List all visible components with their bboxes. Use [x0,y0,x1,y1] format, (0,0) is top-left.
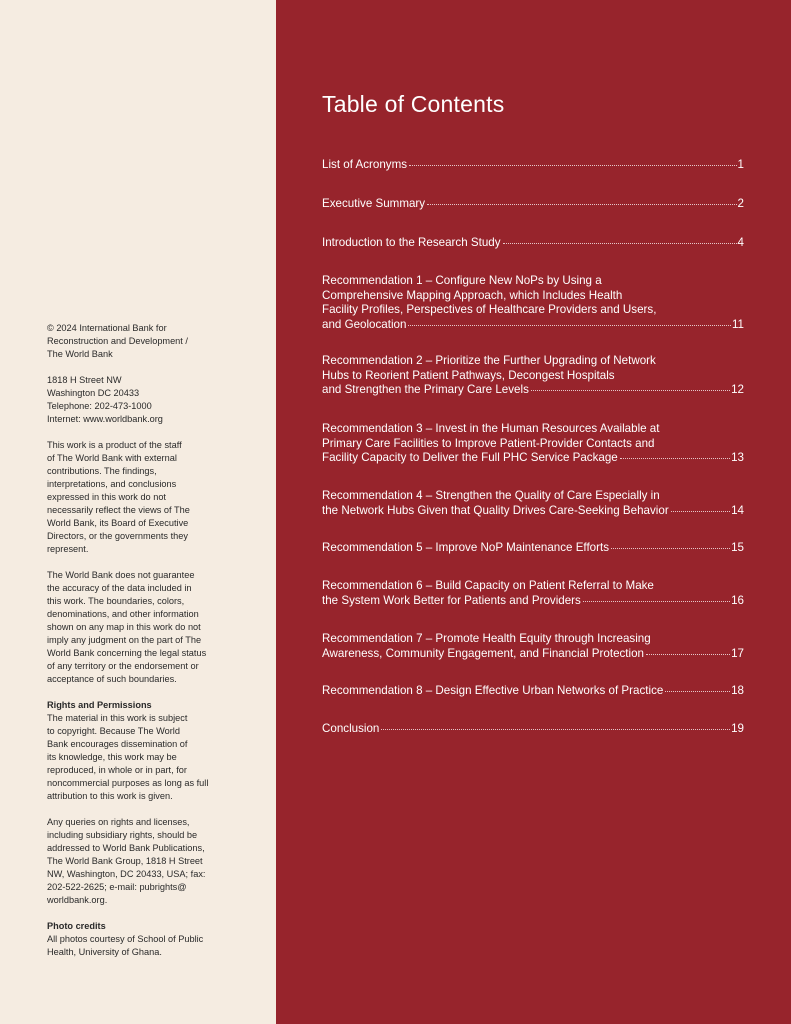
toc-page-number: 14 [731,503,744,517]
toc-entry-text: Recommendation 1 – Configure New NoPs by Using a [322,274,602,287]
copyright-notice: © 2024 International Bank for Reconstruction and Development / The World Bank [47,323,188,359]
toc-entry-line [322,369,744,384]
toc-entry-text: Recommendation 2 – Prioritize the Further Upgrading of Network [322,354,656,367]
toc-entry-line [322,647,744,662]
toc-entry[interactable] [322,354,744,398]
toc-entry-line [322,632,744,647]
toc-entry-text: Recommendation 6 – Build Capacity on Patient Referral to Make [322,579,654,592]
queries-text: Any queries on rights and licenses, including subsidiary rights, should be addressed to World Bank Publications, The World Bank Group, 1818 H Street NW, Washington, DC 20433, USA; fax: 202-522-2625; e-mail: pubrights@ worldbank.org. [47,817,206,905]
toc-entry-text: Awareness, Community Engagement, and Financial Protection [322,646,645,660]
toc-entry-line [322,504,744,519]
toc-entry[interactable] [322,684,744,699]
rights-text: The material in this work is subject to copyright. Because The World Bank encourages dissemination of its knowledge, this work may be reproduced, in whole or in part, for noncommercial purposes as long as full attribution to this work is given. [47,713,209,801]
toc-page-number: 16 [731,593,744,607]
toc-entry-text: Introduction to the Research Study [322,236,501,249]
toc-page-number: 13 [731,451,744,464]
toc-entry-line [322,354,744,369]
toc-entry[interactable] [322,236,744,251]
dot-leader [503,243,737,244]
left-panel [0,0,276,1024]
toc-entry-line [322,289,744,304]
dot-leader [408,325,731,326]
toc-entry-text: Recommendation 4 – Strengthen the Quality of Care Especially in [322,489,660,502]
toc-page-number: 4 [737,236,744,249]
dot-leader [381,729,730,730]
toc-entry-line [322,422,744,437]
toc-title: Table of Contents [322,91,505,117]
toc-page-number: 17 [731,646,744,660]
toc-entry-text: Hubs to Reorient Patient Pathways, Decongest Hospitals [322,368,615,382]
toc-entry[interactable] [322,541,744,556]
toc-entry-line [322,722,744,737]
toc-entry-line [322,541,744,556]
toc-entry-text: Recommendation 7 – Promote Health Equity through Increasing [322,632,651,645]
toc-entry-line [322,158,744,173]
toc-entry-text: Comprehensive Mapping Approach, which Includes Health [322,288,623,302]
photo-credits-text: All photos courtesy of School of Public Health, University of Ghana. [47,934,204,957]
toc-entry[interactable] [322,158,744,173]
toc-page-number: 18 [731,684,744,697]
toc-entry[interactable] [322,197,744,212]
toc-entry-line [322,383,744,398]
accuracy-disclaimer: The World Bank does not guarantee the accuracy of the data included in this work. The boundaries, colors, denominations, and other information shown on any map in this work do not imply any judgment on the part of The World Bank concerning the legal status of any territory or the endorsement or acceptance of such boundaries. [47,570,207,684]
toc-entry-line [322,684,744,699]
publisher-address: 1818 H Street NW Washington DC 20433 Telephone: 202-473-1000 Internet: www.worldbank.org [47,375,163,424]
toc-page-number: 19 [731,722,744,735]
toc-entry-line [322,236,744,251]
toc-entry-text: Facility Profiles, Perspectives of Healthcare Providers and Users, [322,303,657,316]
dot-leader [620,458,730,459]
toc-entry-line [322,451,744,466]
toc-entry-text: the Network Hubs Given that Quality Drives Care-Seeking Behavior [322,503,669,517]
dot-leader [665,691,730,692]
toc-page-number: 2 [737,197,744,210]
toc-entry-line [322,579,744,594]
toc-entry-text: Recommendation 8 – Design Effective Urban Networks of Practice [322,684,664,697]
dot-leader [611,548,730,549]
toc-entry-line [322,437,744,452]
dot-leader [646,654,730,655]
toc-entry-text: Recommendation 3 – Invest in the Human Resources Available at [322,422,660,435]
toc-page-number: 11 [731,317,744,331]
toc-entry-text: and Geolocation [322,317,407,331]
toc-entry[interactable] [322,579,744,608]
dot-leader [583,601,730,602]
toc-entry-line [322,489,744,504]
toc-entry-line [322,274,744,289]
dot-leader [409,165,736,166]
toc-entry[interactable] [322,422,744,466]
toc-entry-text: the System Work Better for Patients and Providers [322,593,581,607]
rights-heading: Rights and Permissions [47,700,152,710]
toc-page-number: 12 [731,383,744,396]
toc-page-number: 15 [731,541,744,554]
toc-entry-text: Executive Summary [322,197,426,210]
toc-entry-line [322,318,744,333]
dot-leader [531,390,730,391]
colophon [47,322,237,959]
toc-page-number: 1 [737,158,744,171]
toc-entry-text: Recommendation 5 – Improve NoP Maintenance Efforts [322,541,609,554]
dot-leader [427,204,736,205]
toc-entry[interactable] [322,489,744,518]
toc-entry[interactable] [322,722,744,737]
toc-entry-text: Primary Care Facilities to Improve Patient-Provider Contacts and [322,436,655,450]
toc-entry-text: and Strengthen the Primary Care Levels [322,383,529,396]
toc-entry-line [322,303,744,318]
toc-entry-line [322,594,744,609]
product-note: This work is a product of the staff of The World Bank with external contributions. The findings, interpretations, and conclusions expressed in this work do not necessarily reflect the views of The World Bank, its Board of Executive Directors, or the governments they represent. [47,440,190,554]
toc-entry[interactable] [322,632,744,661]
toc-entry-text: List of Acronyms [322,158,408,171]
dot-leader [671,511,730,512]
toc-entry-line [322,197,744,212]
photo-credits-heading: Photo credits [47,921,106,931]
toc-entry-text: Conclusion [322,722,380,735]
toc-entry-text: Facility Capacity to Deliver the Full PHC Service Package [322,451,618,464]
toc-entry[interactable] [322,274,744,332]
